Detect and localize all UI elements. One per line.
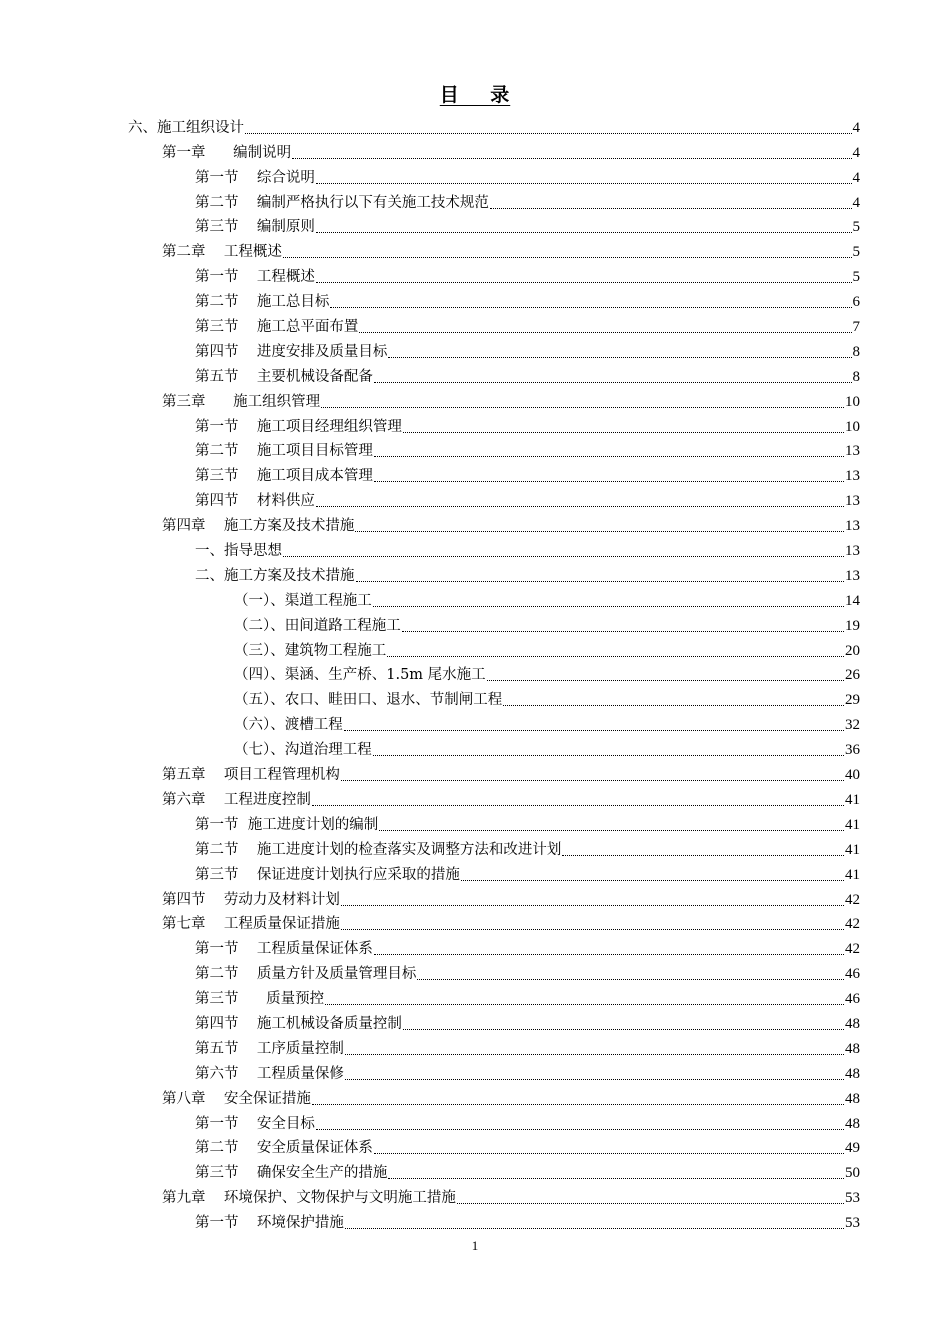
toc-entry-label: （一）、渠道工程施工 xyxy=(234,592,372,609)
toc-leader-dots xyxy=(374,381,852,383)
toc-entry-label: （四）、渠涵、生产桥、1.5m 尾水施工 xyxy=(234,667,486,684)
toc-entry-page: 46 xyxy=(845,991,860,1008)
toc-leader-dots xyxy=(461,879,844,881)
toc-leader-dots xyxy=(283,256,852,258)
toc-entry[interactable] xyxy=(0,311,950,336)
toc-entry-page: 13 xyxy=(845,493,860,510)
toc-entry-label: 第七章 工程质量保证措施 xyxy=(162,916,340,933)
toc-entry-label: 第四节 进度安排及质量目标 xyxy=(195,343,388,360)
toc-entry-page: 29 xyxy=(845,692,860,709)
toc-entry-page: 19 xyxy=(845,617,860,634)
toc-entry-page: 53 xyxy=(845,1215,860,1232)
toc-entry[interactable] xyxy=(0,386,950,411)
toc-entry-label: 第一章 编制说明 xyxy=(162,144,292,161)
toc-entry[interactable] xyxy=(0,585,950,610)
toc-entry-page: 7 xyxy=(852,319,860,336)
toc-entry-label: 第一节 综合说明 xyxy=(195,169,315,186)
toc-leader-dots xyxy=(373,754,844,756)
toc-entry[interactable] xyxy=(0,909,950,934)
toc-entry-page: 41 xyxy=(845,791,860,808)
toc-leader-dots xyxy=(356,580,845,582)
toc-entry[interactable] xyxy=(0,336,950,361)
toc-entry[interactable] xyxy=(0,684,950,709)
toc-entry-page: 46 xyxy=(845,966,860,983)
toc-entry-page: 32 xyxy=(845,717,860,734)
toc-entry-label: 第六章 工程进度控制 xyxy=(162,791,311,808)
toc-entry[interactable] xyxy=(0,1207,950,1232)
toc-leader-dots xyxy=(355,530,844,532)
toc-entry[interactable] xyxy=(0,759,950,784)
toc-leader-dots xyxy=(316,505,844,507)
toc-leader-dots xyxy=(388,1177,844,1179)
toc-leader-dots xyxy=(417,978,844,980)
toc-entry[interactable] xyxy=(0,884,950,909)
toc-entry-page: 5 xyxy=(852,244,860,261)
toc-leader-dots xyxy=(562,854,844,856)
toc-entry-label: 第四章 施工方案及技术措施 xyxy=(162,518,355,535)
toc-entry-label: 第五章 项目工程管理机构 xyxy=(162,767,340,784)
toc-entry-page: 13 xyxy=(845,518,860,535)
toc-entry-label: 第二章 工程概述 xyxy=(162,244,282,261)
toc-entry-page: 53 xyxy=(845,1190,860,1207)
toc-leader-dots xyxy=(374,1152,844,1154)
toc-leader-dots xyxy=(503,704,844,706)
toc-entry-page: 49 xyxy=(845,1140,860,1157)
toc-leader-dots xyxy=(292,157,851,159)
toc-leader-dots xyxy=(387,655,844,657)
toc-entry[interactable] xyxy=(0,709,950,734)
toc-entry-label: 第一节 工程质量保证体系 xyxy=(195,941,373,958)
toc-entry-label: 第三章 施工组织管理 xyxy=(162,393,321,410)
page-number: 1 xyxy=(471,1238,479,1253)
toc-entry-label: 一、指导思想 xyxy=(195,543,282,560)
toc-entry-label: 第三节 施工项目成本管理 xyxy=(195,468,373,485)
toc-entry[interactable] xyxy=(0,1083,950,1108)
toc-entry-label: 第九章 环境保护、文物保护与文明施工措施 xyxy=(162,1190,456,1207)
toc-entry-page: 13 xyxy=(845,443,860,460)
toc-leader-dots xyxy=(359,331,851,333)
toc-entry[interactable] xyxy=(0,1157,950,1182)
toc-title: 目 录 xyxy=(439,84,511,106)
toc-leader-dots xyxy=(402,630,844,632)
toc-leader-dots xyxy=(374,953,844,955)
toc-leader-dots xyxy=(316,182,852,184)
toc-entry-page: 48 xyxy=(845,1090,860,1107)
toc-entry-page: 50 xyxy=(845,1165,860,1182)
toc-entry-page: 42 xyxy=(845,941,860,958)
toc-entry-page: 4 xyxy=(852,119,860,136)
toc-entry-page: 42 xyxy=(845,891,860,908)
toc-entry-label: 第一节 施工进度计划的编制 xyxy=(195,816,379,833)
toc-entry-label: 第三节 编制原则 xyxy=(195,219,315,236)
toc-entry-page: 48 xyxy=(845,1040,860,1057)
toc-leader-dots xyxy=(341,928,844,930)
toc-entry-label: （七）、沟道治理工程 xyxy=(234,742,372,759)
toc-entry[interactable] xyxy=(0,485,950,510)
toc-leader-dots xyxy=(403,431,844,433)
toc-entry[interactable] xyxy=(0,261,950,286)
toc-entry[interactable] xyxy=(0,1182,950,1207)
toc-entry-label: 第三节 施工总平面布置 xyxy=(195,319,359,336)
toc-entry-page: 10 xyxy=(845,393,860,410)
toc-entry-label: 第四节 劳动力及材料计划 xyxy=(162,891,340,908)
toc-entry[interactable] xyxy=(0,212,950,237)
toc-entry[interactable] xyxy=(0,660,950,685)
toc-entry-label: 第一节 施工项目经理组织管理 xyxy=(195,418,402,435)
toc-leader-dots xyxy=(403,1028,844,1030)
toc-entry-page: 4 xyxy=(852,169,860,186)
toc-leader-dots xyxy=(341,779,844,781)
toc-leader-dots xyxy=(345,1078,844,1080)
table-of-contents xyxy=(0,112,950,1232)
toc-entry-page: 41 xyxy=(845,841,860,858)
toc-leader-dots xyxy=(245,132,852,134)
toc-leader-dots xyxy=(344,729,844,731)
toc-entry-label: （五）、农口、畦田口、退水、节制闸工程 xyxy=(234,692,503,709)
toc-entry-label: 第四节 材料供应 xyxy=(195,493,315,510)
toc-entry-page: 10 xyxy=(845,418,860,435)
toc-entry-page: 41 xyxy=(845,866,860,883)
toc-entry-label: 二、施工方案及技术措施 xyxy=(195,567,355,584)
toc-leader-dots xyxy=(312,1103,844,1105)
toc-entry-page: 5 xyxy=(852,219,860,236)
toc-leader-dots xyxy=(345,1053,844,1055)
toc-entry-label: 第五节 工序质量控制 xyxy=(195,1040,344,1057)
toc-entry[interactable] xyxy=(0,1058,950,1083)
toc-entry[interactable] xyxy=(0,1008,950,1033)
toc-entry[interactable] xyxy=(0,834,950,859)
toc-entry-page: 48 xyxy=(845,1065,860,1082)
toc-entry[interactable] xyxy=(0,1033,950,1058)
toc-entry[interactable] xyxy=(0,784,950,809)
toc-entry-page: 48 xyxy=(845,1115,860,1132)
toc-entry-page: 48 xyxy=(845,1015,860,1032)
toc-entry-page: 36 xyxy=(845,742,860,759)
toc-entry[interactable] xyxy=(0,1108,950,1133)
toc-entry-label: 第一节 环境保护措施 xyxy=(195,1215,344,1232)
toc-entry[interactable] xyxy=(0,734,950,759)
toc-leader-dots xyxy=(374,455,844,457)
toc-entry[interactable] xyxy=(0,361,950,386)
toc-entry-page: 14 xyxy=(845,592,860,609)
toc-entry-label: （三）、建筑物工程施工 xyxy=(234,642,387,659)
toc-entry-label: 第三节 确保安全生产的措施 xyxy=(195,1165,388,1182)
toc-entry-page: 6 xyxy=(852,294,860,311)
toc-leader-dots xyxy=(388,356,851,358)
toc-entry-label: 第二节 质量方针及质量管理目标 xyxy=(195,966,417,983)
toc-entry-page: 41 xyxy=(845,816,860,833)
toc-leader-dots xyxy=(487,679,844,681)
toc-entry[interactable] xyxy=(0,112,950,137)
toc-leader-dots xyxy=(490,207,852,209)
toc-entry[interactable] xyxy=(0,510,950,535)
toc-entry-page: 8 xyxy=(852,368,860,385)
toc-leader-dots xyxy=(457,1202,844,1204)
toc-entry-label: 第一节 安全目标 xyxy=(195,1115,315,1132)
toc-entry[interactable] xyxy=(0,187,950,212)
toc-entry[interactable] xyxy=(0,162,950,187)
toc-leader-dots xyxy=(374,480,844,482)
toc-leader-dots xyxy=(321,406,844,408)
toc-leader-dots xyxy=(373,605,844,607)
toc-entry[interactable] xyxy=(0,958,950,983)
toc-entry-page: 5 xyxy=(852,269,860,286)
toc-leader-dots xyxy=(316,1128,844,1130)
toc-leader-dots xyxy=(341,904,844,906)
toc-leader-dots xyxy=(379,829,844,831)
toc-entry-label: 第八章 安全保证措施 xyxy=(162,1090,311,1107)
toc-entry[interactable] xyxy=(0,809,950,834)
toc-entry[interactable] xyxy=(0,983,950,1008)
toc-entry-page: 13 xyxy=(845,468,860,485)
toc-entry[interactable] xyxy=(0,560,950,585)
toc-entry-page: 4 xyxy=(852,144,860,161)
toc-entry-page: 4 xyxy=(852,194,860,211)
toc-leader-dots xyxy=(330,306,851,308)
toc-entry[interactable] xyxy=(0,236,950,261)
toc-entry-page: 20 xyxy=(845,642,860,659)
toc-leader-dots xyxy=(283,555,844,557)
toc-entry[interactable] xyxy=(0,137,950,162)
toc-entry[interactable] xyxy=(0,635,950,660)
toc-entry[interactable] xyxy=(0,610,950,635)
toc-leader-dots xyxy=(316,281,852,283)
toc-entry-label: 第二节 安全质量保证体系 xyxy=(195,1140,373,1157)
toc-entry-page: 8 xyxy=(852,343,860,360)
toc-entry-label: 第三节 保证进度计划执行应采取的措施 xyxy=(195,866,460,883)
toc-entry-page: 13 xyxy=(845,567,860,584)
toc-entry-label: 第二节 施工总目标 xyxy=(195,294,330,311)
toc-entry-label: 第六节 工程质量保修 xyxy=(195,1065,344,1082)
toc-entry-label: 第二节 施工项目目标管理 xyxy=(195,443,373,460)
toc-entry-page: 42 xyxy=(845,916,860,933)
toc-entry[interactable] xyxy=(0,859,950,884)
toc-entry-page: 26 xyxy=(845,667,860,684)
toc-entry-page: 40 xyxy=(845,767,860,784)
toc-entry-label: 第二节 编制严格执行以下有关施工技术规范 xyxy=(195,194,489,211)
toc-entry-page: 13 xyxy=(845,543,860,560)
toc-entry[interactable] xyxy=(0,436,950,461)
toc-entry-label: 第三节 质量预控 xyxy=(195,991,325,1008)
toc-entry-label: 第二节 施工进度计划的检查落实及调整方法和改进计划 xyxy=(195,841,562,858)
toc-entry-label: （二）、田间道路工程施工 xyxy=(234,617,401,634)
toc-entry[interactable] xyxy=(0,933,950,958)
toc-leader-dots xyxy=(345,1227,844,1229)
toc-entry[interactable] xyxy=(0,411,950,436)
toc-entry[interactable] xyxy=(0,535,950,560)
toc-entry-label: 六、施工组织设计 xyxy=(128,119,244,136)
toc-leader-dots xyxy=(316,231,852,233)
toc-entry[interactable] xyxy=(0,1133,950,1158)
toc-entry-label: 第四节 施工机械设备质量控制 xyxy=(195,1015,402,1032)
toc-leader-dots xyxy=(312,804,844,806)
toc-entry-label: 第五节 主要机械设备配备 xyxy=(195,368,373,385)
toc-leader-dots xyxy=(325,1003,844,1005)
toc-entry-label: （六）、渡槽工程 xyxy=(234,717,343,734)
toc-entry[interactable] xyxy=(0,460,950,485)
toc-entry-label: 第一节 工程概述 xyxy=(195,269,315,286)
toc-entry[interactable] xyxy=(0,286,950,311)
